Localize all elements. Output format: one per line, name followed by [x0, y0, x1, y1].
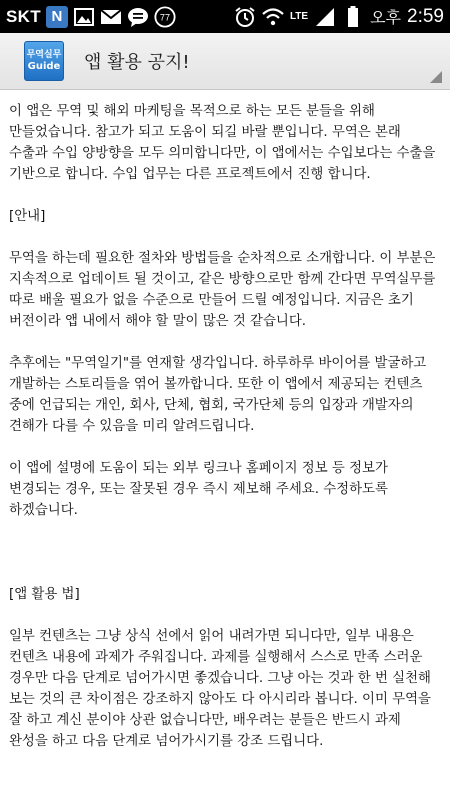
clock-time: 2:59	[407, 5, 444, 27]
app-logo-icon[interactable]	[24, 41, 64, 81]
battery-icon	[342, 6, 364, 28]
section-heading-usage: [앱 활용 법]	[9, 587, 80, 602]
notice-content[interactable]	[0, 91, 450, 800]
svg-text:77: 77	[159, 12, 170, 23]
page-title: 앱 활용 공지!	[84, 52, 190, 73]
app-logo-line2: Guide	[27, 61, 61, 72]
guide-paragraph: 무역을 하는데 필요한 절차와 방법들을 순차적으로 소개합니다. 이 부분은 지속적으로 업데이트 될 것이고, 같은 방향으로만 함께 간다면 무역실무를 따로 배울 필요가 없을 수준으로 만들어 드릴 예정입니다. 지금은 초기 버전이라 앱 내에서 해야 할 말이 많은 것 같습니다.	[9, 251, 440, 329]
message-icon	[127, 6, 149, 28]
network-type-label: LTE	[289, 10, 309, 22]
signal-icon	[314, 6, 336, 28]
image-icon	[73, 6, 95, 28]
ampm-label: 오후	[370, 10, 402, 27]
badge-count-icon	[154, 6, 176, 28]
app-logo-line1: 무역실무	[26, 50, 62, 60]
intro-paragraph: 이 앱은 무역 및 해외 마케팅을 목적으로 하는 모든 분들을 위해 만들었습니다. 참고가 되고 도움이 되길 바랄 뿐입니다. 무역은 본래 수출과 수입 양방향을 모두 의미합니다만, 이 앱에서는 수입보다는 수출을 기반으로 합니다. 수입 업무는 다른 프로젝트에서 진행 합니다.	[9, 104, 440, 182]
carrier-label: SKT	[6, 6, 41, 26]
notification-app-icon: N	[46, 6, 68, 28]
usage-paragraph: 일부 컨텐츠는 그냥 상식 선에서 읽어 내려가면 되니다만, 일부 내용은 컨텐츠 내용에 과제가 주워집니다. 과제를 실행해서 스스로 만족 스러운 경우만 다음 단계로 넘어가시면 좋겠습니다. 그냥 아는 것과 한 번 실천해 보는 것의 큰 차이점은 강조하지 않아도 다 아시리라 봅니다. 이미 무역을 잘 하고 계신 분이야 상관 없습니다만, 배우려는 분들은 반드시 과제 완성을 하고 다음 단계로 넘어가시기를 강조 드립니다.	[9, 629, 436, 749]
diary-paragraph: 추후에는 "무역일기"를 연재할 생각입니다. 하루하루 바이어를 발굴하고 개발하는 스토리들을 엮어 볼까합니다. 또한 이 앱에서 제공되는 컨텐츠 중에 언급되는 개인, 회사, 단체, 협회, 국가단체 등의 입장과 개발자의 견해가 다를 수 있음을 미리 알려드립니다.	[9, 356, 431, 434]
wifi-icon	[262, 6, 284, 28]
status-bar	[0, 0, 450, 33]
overflow-menu-icon[interactable]	[430, 71, 442, 83]
mail-icon	[100, 6, 122, 28]
report-paragraph: 이 앱에 설명에 도움이 되는 외부 링크나 홈페이지 정보 등 정보가 변경되는 경우, 또는 잘못된 경우 즉시 제보해 주세요. 수정하도록 하겠습니다.	[9, 461, 393, 518]
section-heading-guide: [안내]	[9, 209, 46, 224]
action-bar	[0, 33, 450, 90]
alarm-icon	[234, 6, 256, 28]
